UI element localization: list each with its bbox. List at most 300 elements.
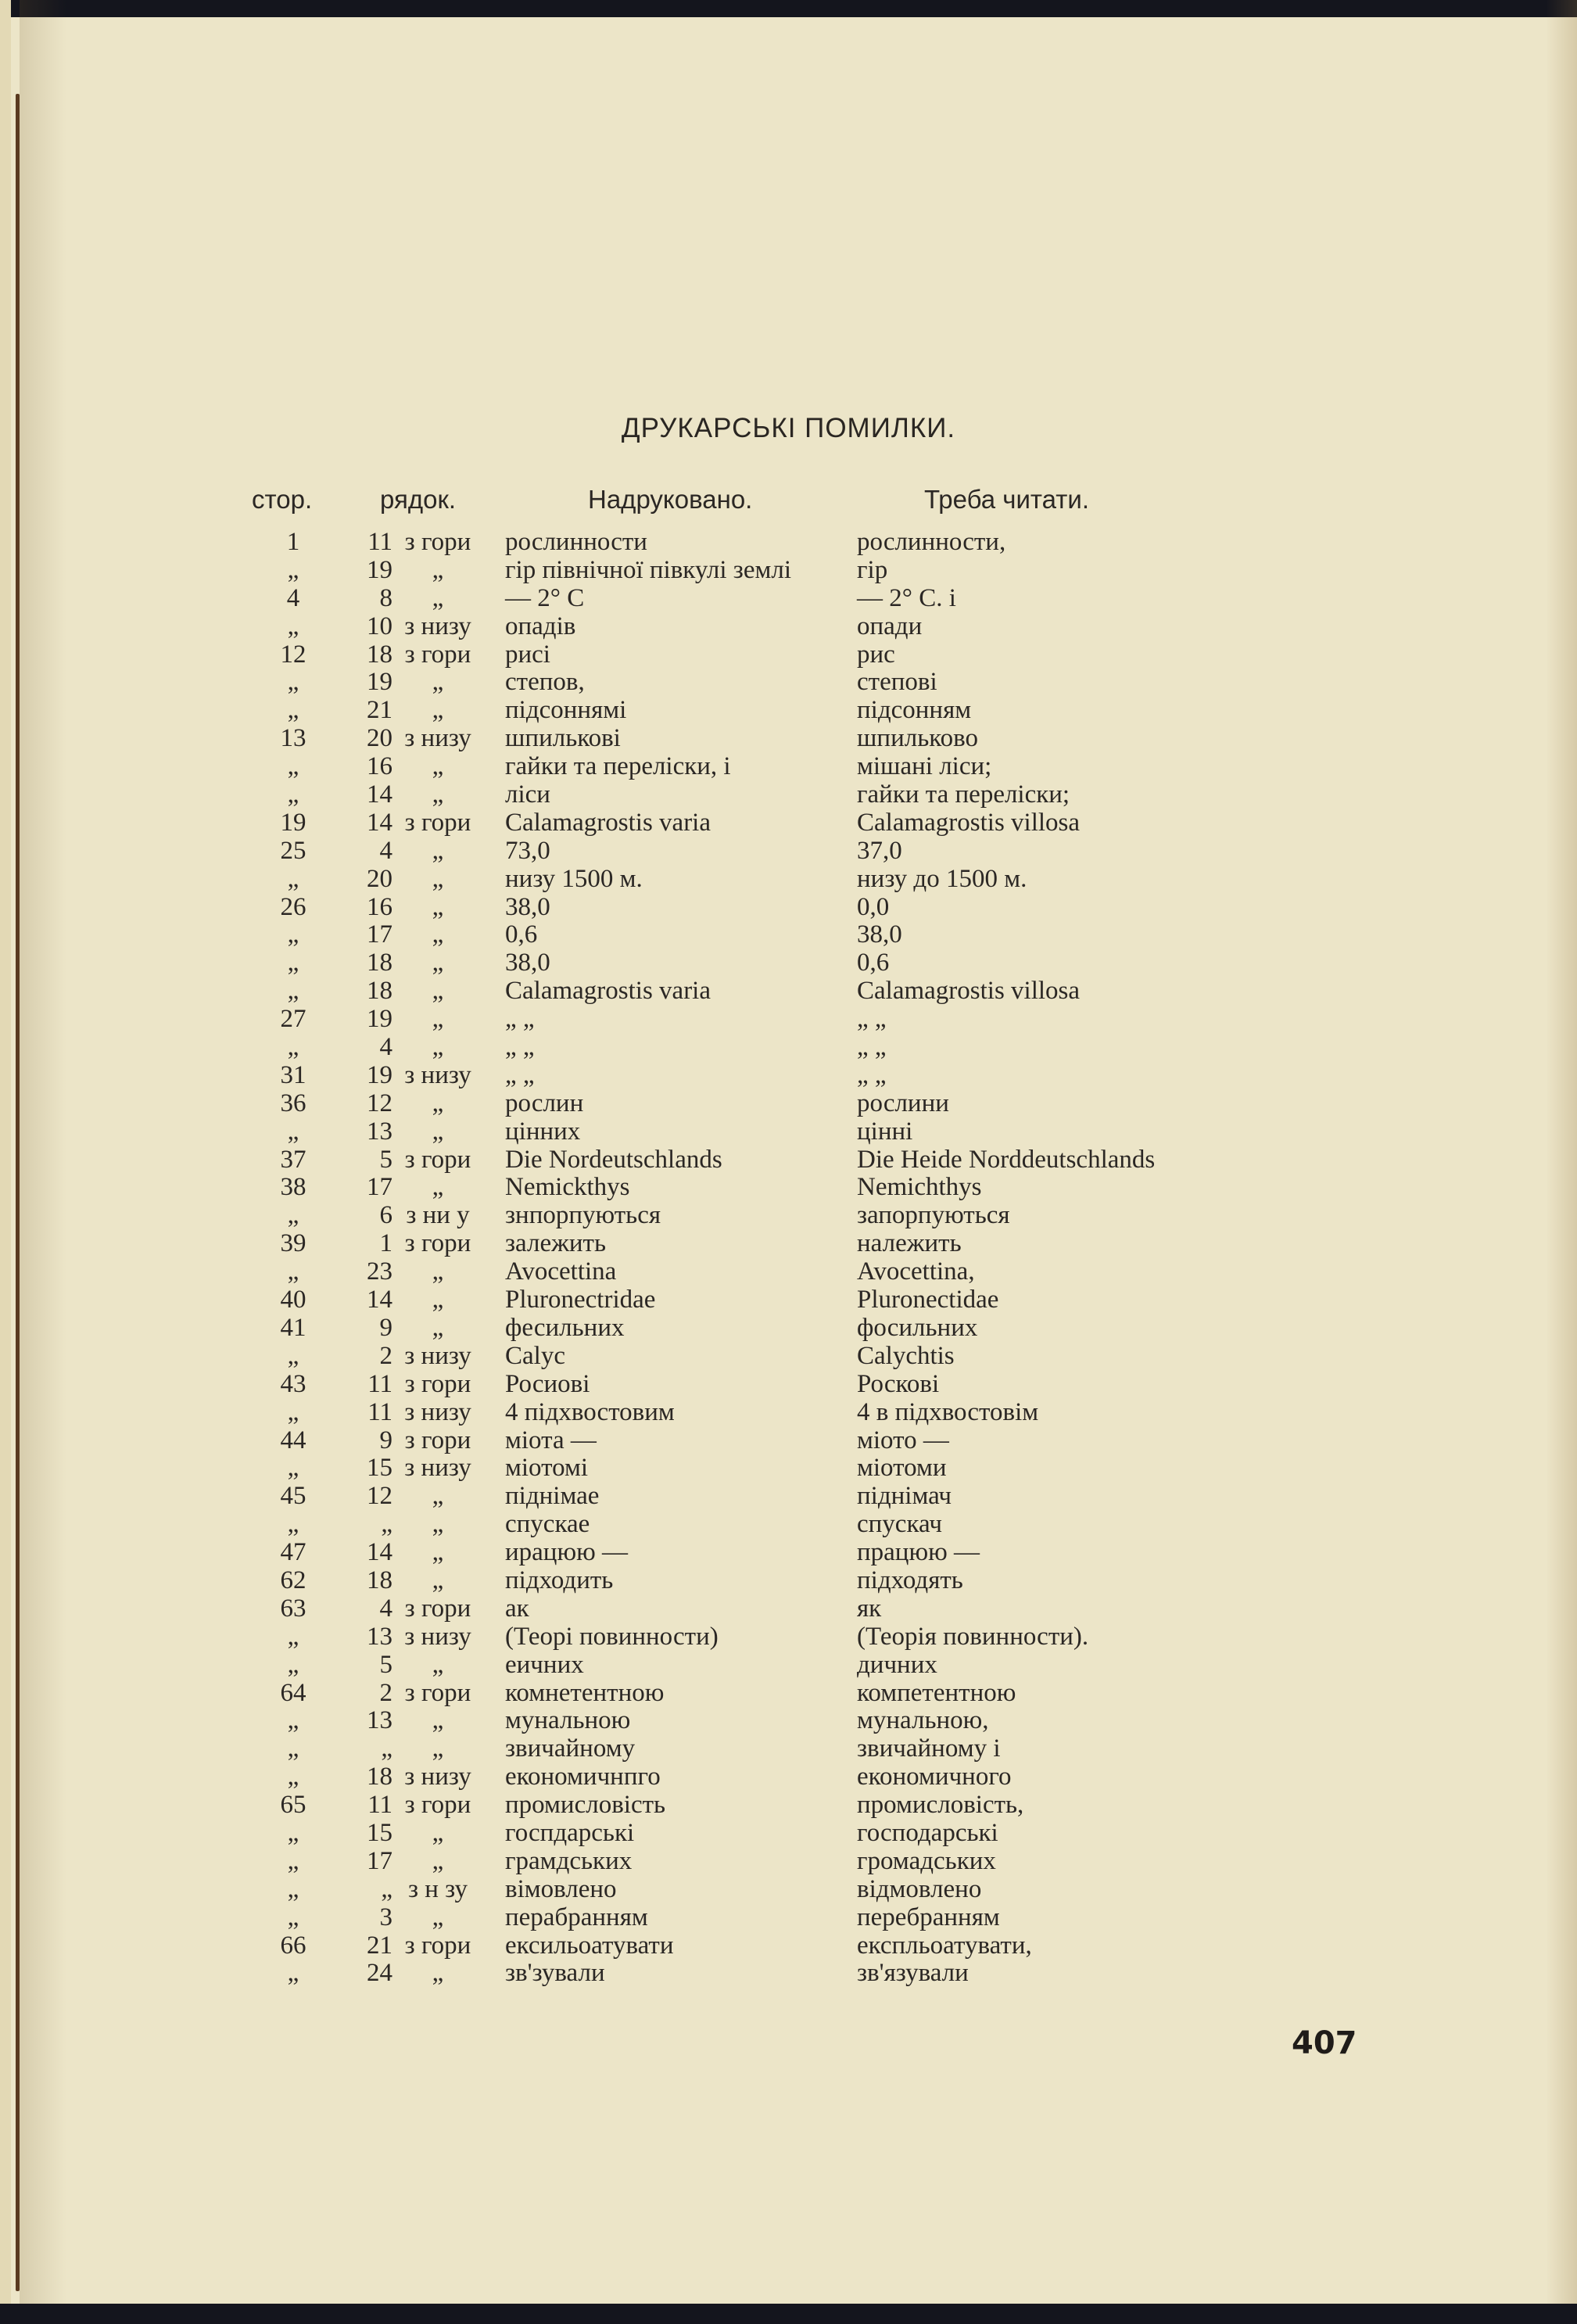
cell-page: 64 bbox=[280, 1678, 306, 1707]
cell-line: 12 bbox=[367, 1482, 392, 1511]
cell-page: „ bbox=[287, 1397, 299, 1426]
cell-printed: опадів bbox=[505, 611, 576, 640]
cell-direction: „ bbox=[432, 836, 444, 865]
cell-printed: міота — bbox=[505, 1426, 597, 1454]
cell-printed: Calyc bbox=[505, 1341, 565, 1370]
cell-page: 12 bbox=[280, 640, 306, 669]
cell-correct: фосильних bbox=[857, 1313, 978, 1342]
cell-line: 14 bbox=[367, 780, 392, 809]
cell-line: 10 bbox=[367, 611, 392, 640]
cell-line: 19 bbox=[367, 555, 392, 584]
cell-correct: експльоатувати, bbox=[857, 1931, 1032, 1960]
cell-printed: Pluronectridae bbox=[505, 1286, 656, 1314]
cell-page: „ bbox=[287, 1033, 299, 1062]
errata-row bbox=[0, 921, 1577, 949]
errata-row bbox=[0, 585, 1577, 613]
cell-line: 19 bbox=[367, 1060, 392, 1089]
cell-page: „ bbox=[287, 780, 299, 809]
cell-line: 18 bbox=[367, 949, 392, 977]
cell-printed: Avocettina bbox=[505, 1257, 617, 1286]
errata-row bbox=[0, 1230, 1577, 1258]
cell-direction: „ bbox=[432, 583, 444, 612]
cell-line: 1 bbox=[379, 1229, 392, 1258]
cell-printed: перабранням bbox=[505, 1903, 648, 1931]
cell-line: 18 bbox=[367, 977, 392, 1006]
cell-correct: Avocettina, bbox=[857, 1257, 975, 1286]
cell-correct: Die Heide Norddeutschlands bbox=[857, 1145, 1156, 1174]
cell-correct: компетентною bbox=[857, 1678, 1016, 1707]
cell-printed: залежить bbox=[505, 1229, 607, 1258]
cell-correct: економичного bbox=[857, 1763, 1012, 1791]
cell-line: 2 bbox=[379, 1678, 392, 1707]
errata-row bbox=[0, 1623, 1577, 1652]
cell-direction: з низу bbox=[404, 1454, 471, 1483]
cell-printed: звичайному bbox=[505, 1734, 636, 1763]
cell-line: 9 bbox=[379, 1426, 392, 1454]
cell-page: „ bbox=[287, 1846, 299, 1875]
cell-direction: „ bbox=[432, 1173, 444, 1202]
cell-correct: Pluronectidae bbox=[857, 1286, 999, 1314]
cell-correct: 37,0 bbox=[857, 836, 902, 865]
errata-row bbox=[0, 1960, 1577, 1988]
cell-page: 41 bbox=[280, 1313, 306, 1342]
cell-printed: ліси bbox=[505, 780, 550, 809]
cell-direction: „ bbox=[432, 1903, 444, 1931]
cell-line: 14 bbox=[367, 1286, 392, 1314]
cell-printed: рисі bbox=[505, 640, 550, 669]
cell-printed: Росиові bbox=[505, 1369, 590, 1398]
cell-page: 39 bbox=[280, 1229, 306, 1258]
errata-row bbox=[0, 1034, 1577, 1062]
errata-row bbox=[0, 837, 1577, 866]
cell-correct: 4 в підхвостовім bbox=[857, 1397, 1039, 1426]
cell-line: 17 bbox=[367, 920, 392, 949]
errata-row bbox=[0, 1454, 1577, 1483]
errata-row bbox=[0, 1876, 1577, 1904]
cell-page: 4 bbox=[286, 583, 300, 612]
cell-printed: 4 підхвостовим bbox=[505, 1397, 675, 1426]
cell-printed: Nemickthys bbox=[505, 1173, 630, 1202]
cell-direction: з низу bbox=[404, 611, 471, 640]
cell-line: 19 bbox=[367, 668, 392, 697]
errata-row bbox=[0, 1595, 1577, 1623]
cell-line: 18 bbox=[367, 1763, 392, 1791]
errata-row bbox=[0, 809, 1577, 837]
cell-page: 43 bbox=[280, 1369, 306, 1398]
errata-row bbox=[0, 866, 1577, 894]
errata-row bbox=[0, 1202, 1577, 1230]
errata-row bbox=[0, 1791, 1577, 1820]
cell-line: 11 bbox=[367, 1397, 392, 1426]
cell-correct: — 2° С. і bbox=[857, 583, 956, 612]
cell-printed: ексильоатувати bbox=[505, 1931, 674, 1960]
cell-direction: „ bbox=[432, 1959, 444, 1988]
cell-page: 19 bbox=[280, 808, 306, 837]
cell-direction: „ bbox=[432, 1088, 444, 1117]
cell-direction: „ bbox=[432, 1005, 444, 1034]
errata-row bbox=[0, 669, 1577, 697]
cell-correct: зв'язували bbox=[857, 1959, 969, 1988]
errata-row bbox=[0, 977, 1577, 1006]
cell-line: 13 bbox=[367, 1117, 392, 1146]
cell-page: 13 bbox=[280, 724, 306, 753]
errata-row bbox=[0, 613, 1577, 641]
header-correct: Треба читати. bbox=[924, 485, 1090, 514]
errata-row bbox=[0, 1680, 1577, 1708]
cell-line: 16 bbox=[367, 892, 392, 921]
errata-row bbox=[0, 1343, 1577, 1371]
errata-row bbox=[0, 1652, 1577, 1680]
cell-correct: гайки та перелiски; bbox=[857, 780, 1070, 809]
errata-row bbox=[0, 1174, 1577, 1202]
cell-correct: рослинности, bbox=[857, 528, 1006, 556]
cell-line: 20 bbox=[367, 864, 392, 893]
cell-direction: з гори bbox=[404, 1594, 471, 1623]
cell-direction: з гори bbox=[404, 1426, 471, 1454]
errata-row bbox=[0, 1904, 1577, 1932]
cell-direction: з низу bbox=[404, 724, 471, 753]
cell-page: „ bbox=[287, 752, 299, 781]
cell-direction: з гори bbox=[404, 640, 471, 669]
cell-line: 18 bbox=[367, 640, 392, 669]
cell-line: 16 bbox=[367, 752, 392, 781]
cell-page: „ bbox=[287, 611, 299, 640]
cell-page: „ bbox=[287, 1959, 299, 1988]
cell-page: „ bbox=[287, 1903, 299, 1931]
cell-page: „ bbox=[287, 1341, 299, 1370]
cell-correct: опади bbox=[857, 611, 923, 640]
cell-correct: рис bbox=[857, 640, 895, 669]
cell-correct: (Теорія повинности). bbox=[857, 1622, 1089, 1651]
cell-direction: з гори bbox=[404, 1145, 471, 1174]
cell-direction: з низу bbox=[404, 1341, 471, 1370]
cell-line: „ bbox=[381, 1734, 392, 1763]
cell-page: „ bbox=[287, 1874, 299, 1903]
errata-row bbox=[0, 781, 1577, 809]
cell-printed: комнетентною bbox=[505, 1678, 665, 1707]
errata-row bbox=[0, 894, 1577, 922]
cell-printed: рослинности bbox=[505, 528, 647, 556]
cell-correct: низу до 1500 м. bbox=[857, 864, 1027, 893]
errata-row bbox=[0, 697, 1577, 725]
errata-row bbox=[0, 1567, 1577, 1595]
errata-row bbox=[0, 1511, 1577, 1539]
cell-direction: „ bbox=[432, 949, 444, 977]
cell-printed: піднімае bbox=[505, 1482, 600, 1511]
cell-direction: „ bbox=[432, 977, 444, 1006]
cell-correct: рослини bbox=[857, 1088, 949, 1117]
cell-page: 27 bbox=[280, 1005, 306, 1034]
cell-printed: економичнпго bbox=[505, 1763, 661, 1791]
cell-direction: з низу bbox=[404, 1060, 471, 1089]
cell-printed: степов, bbox=[505, 668, 585, 697]
errata-row bbox=[0, 1146, 1577, 1175]
cell-direction: „ bbox=[432, 892, 444, 921]
cell-page: „ bbox=[287, 1117, 299, 1146]
errata-row bbox=[0, 1118, 1577, 1146]
cell-page: „ bbox=[287, 1818, 299, 1847]
errata-row bbox=[0, 557, 1577, 585]
cell-correct: як bbox=[857, 1594, 882, 1623]
cell-page: „ bbox=[287, 696, 299, 725]
cell-page: „ bbox=[287, 977, 299, 1006]
errata-rows bbox=[0, 529, 1577, 1988]
cell-direction: „ bbox=[432, 1846, 444, 1875]
cell-printed: підходить bbox=[505, 1565, 614, 1594]
errata-row bbox=[0, 1932, 1577, 1960]
cell-line: 14 bbox=[367, 1538, 392, 1567]
errata-header-row bbox=[0, 485, 1577, 529]
cell-line: 11 bbox=[367, 1791, 392, 1820]
cell-printed: ирацюю — bbox=[505, 1538, 629, 1567]
cell-printed: гір північної півкулі землі bbox=[505, 555, 791, 584]
cell-printed: „ „ bbox=[505, 1033, 535, 1062]
cell-printed: промисловість bbox=[505, 1791, 666, 1820]
cell-direction: з гори bbox=[404, 1791, 471, 1820]
cell-correct: міотоми bbox=[857, 1454, 947, 1483]
cell-page: „ bbox=[287, 1510, 299, 1539]
cell-printed: шпилькові bbox=[505, 724, 621, 753]
cell-line: 15 bbox=[367, 1454, 392, 1483]
cell-printed: фесильних bbox=[505, 1313, 625, 1342]
cell-direction: з ни у bbox=[406, 1201, 470, 1230]
cell-correct: перебранням bbox=[857, 1903, 1000, 1931]
cell-page: 38 bbox=[280, 1173, 306, 1202]
cell-direction: „ bbox=[432, 752, 444, 781]
cell-direction: з низу bbox=[404, 1622, 471, 1651]
cell-page: 47 bbox=[280, 1538, 306, 1567]
cell-page: „ bbox=[287, 1257, 299, 1286]
cell-page: 1 bbox=[286, 528, 300, 556]
cell-printed: „ „ bbox=[505, 1005, 535, 1034]
cell-printed: зв'зували bbox=[505, 1959, 605, 1988]
cell-page: 37 bbox=[280, 1145, 306, 1174]
cell-printed: мунальною bbox=[505, 1706, 631, 1735]
cell-direction: „ bbox=[432, 1565, 444, 1594]
cell-page: 66 bbox=[280, 1931, 306, 1960]
cell-line: 8 bbox=[379, 583, 392, 612]
scan-bottom-edge bbox=[0, 2304, 1577, 2324]
cell-direction: з гори bbox=[404, 1369, 471, 1398]
errata-row bbox=[0, 1314, 1577, 1343]
cell-line: 4 bbox=[379, 1033, 392, 1062]
cell-direction: з низу bbox=[404, 1397, 471, 1426]
cell-correct: запорпуються bbox=[857, 1201, 1010, 1230]
cell-printed: 38,0 bbox=[505, 949, 550, 977]
cell-line: 3 bbox=[379, 1903, 392, 1931]
cell-page: „ bbox=[287, 1706, 299, 1735]
cell-correct: 38,0 bbox=[857, 920, 902, 949]
cell-direction: „ bbox=[432, 1706, 444, 1735]
header-printed: Надруковано. bbox=[588, 485, 753, 514]
cell-printed: 38,0 bbox=[505, 892, 550, 921]
cell-direction: з гори bbox=[404, 1931, 471, 1960]
cell-line: 5 bbox=[379, 1650, 392, 1679]
cell-printed: 0,6 bbox=[505, 920, 538, 949]
cell-correct: Calamagrostis villosa bbox=[857, 808, 1081, 837]
cell-correct: мішані ліси; bbox=[857, 752, 992, 781]
cell-correct: мунальною, bbox=[857, 1706, 989, 1735]
cell-printed: спускае bbox=[505, 1510, 590, 1539]
cell-line: 17 bbox=[367, 1846, 392, 1875]
cell-page: „ bbox=[287, 1454, 299, 1483]
header-line: рядок. bbox=[380, 485, 457, 514]
cell-direction: з гори bbox=[404, 1229, 471, 1258]
errata-row bbox=[0, 1483, 1577, 1511]
cell-direction: „ bbox=[432, 696, 444, 725]
cell-page: „ bbox=[287, 864, 299, 893]
cell-printed: цінних bbox=[505, 1117, 581, 1146]
cell-direction: „ bbox=[432, 1286, 444, 1314]
cell-correct: Calychtis bbox=[857, 1341, 955, 1370]
cell-correct: господарські bbox=[857, 1818, 998, 1847]
cell-printed: рослин bbox=[505, 1088, 584, 1117]
cell-page: „ bbox=[287, 1201, 299, 1230]
cell-direction: „ bbox=[432, 864, 444, 893]
cell-direction: з гори bbox=[404, 808, 471, 837]
cell-page: 65 bbox=[280, 1791, 306, 1820]
cell-direction: „ bbox=[432, 1734, 444, 1763]
cell-correct: підсонням bbox=[857, 696, 972, 725]
errata-table bbox=[0, 485, 1577, 1988]
cell-printed: підсоннямі bbox=[505, 696, 627, 725]
cell-correct: Nemichthys bbox=[857, 1173, 982, 1202]
cell-page: „ bbox=[287, 1734, 299, 1763]
cell-printed: (Теорі повинности) bbox=[505, 1622, 719, 1651]
errata-row bbox=[0, 1006, 1577, 1034]
cell-direction: „ bbox=[432, 1650, 444, 1679]
cell-direction: з н зу bbox=[407, 1874, 468, 1903]
cell-line: 19 bbox=[367, 1005, 392, 1034]
cell-page: 31 bbox=[280, 1060, 306, 1089]
cell-correct: спускач bbox=[857, 1510, 942, 1539]
errata-row bbox=[0, 725, 1577, 753]
cell-line: 24 bbox=[367, 1959, 392, 1988]
cell-printed: еичних bbox=[505, 1650, 584, 1679]
cell-line: 18 bbox=[367, 1565, 392, 1594]
errata-row bbox=[0, 1763, 1577, 1791]
cell-correct: звичайному і bbox=[857, 1734, 1001, 1763]
cell-page: „ bbox=[287, 949, 299, 977]
cell-printed: „ „ bbox=[505, 1060, 535, 1089]
cell-printed: Calamagrostis varia bbox=[505, 977, 711, 1006]
cell-direction: „ bbox=[432, 1818, 444, 1847]
cell-correct: дичних bbox=[857, 1650, 937, 1679]
cell-line: 4 bbox=[379, 1594, 392, 1623]
cell-direction: „ bbox=[432, 1117, 444, 1146]
errata-row bbox=[0, 1062, 1577, 1090]
cell-line: 23 bbox=[367, 1257, 392, 1286]
cell-line: 21 bbox=[367, 1931, 392, 1960]
cell-page: 44 bbox=[280, 1426, 306, 1454]
cell-correct: „ „ bbox=[857, 1060, 887, 1089]
cell-correct: промисловість, bbox=[857, 1791, 1024, 1820]
cell-direction: „ bbox=[432, 780, 444, 809]
cell-line: 11 bbox=[367, 528, 392, 556]
cell-printed: вімовлено bbox=[505, 1874, 617, 1903]
cell-printed: грамдських bbox=[505, 1846, 633, 1875]
cell-printed: низу 1500 м. bbox=[505, 864, 643, 893]
cell-direction: „ bbox=[432, 1510, 444, 1539]
cell-direction: „ bbox=[432, 555, 444, 584]
cell-page: 25 bbox=[280, 836, 306, 865]
errata-row bbox=[0, 1735, 1577, 1763]
cell-correct: цінні bbox=[857, 1117, 913, 1146]
page-title: ДРУКАРСЬКІ ПОМИЛКИ. bbox=[621, 413, 956, 443]
cell-direction: з гори bbox=[404, 1678, 471, 1707]
errata-row bbox=[0, 641, 1577, 669]
cell-page: 63 bbox=[280, 1594, 306, 1623]
scan-top-edge bbox=[0, 0, 1577, 17]
cell-page: „ bbox=[287, 1622, 299, 1651]
header-page: стор. bbox=[252, 485, 313, 514]
cell-page: 45 bbox=[280, 1482, 306, 1511]
errata-row bbox=[0, 529, 1577, 557]
cell-page: „ bbox=[287, 1763, 299, 1791]
errata-row bbox=[0, 1820, 1577, 1848]
cell-correct: піднімач bbox=[857, 1482, 952, 1511]
cell-page: 40 bbox=[280, 1286, 306, 1314]
cell-page: 62 bbox=[280, 1565, 306, 1594]
cell-correct: „ „ bbox=[857, 1033, 887, 1062]
cell-printed: міотомі bbox=[505, 1454, 589, 1483]
errata-row bbox=[0, 1399, 1577, 1427]
page-number: 407 bbox=[1292, 2025, 1357, 2061]
cell-correct: працюю — bbox=[857, 1538, 980, 1567]
errata-row bbox=[0, 1848, 1577, 1876]
errata-row bbox=[0, 1539, 1577, 1567]
cell-direction: „ bbox=[432, 920, 444, 949]
cell-page: 26 bbox=[280, 892, 306, 921]
cell-line: 5 bbox=[379, 1145, 392, 1174]
cell-printed: Calamagrostis varia bbox=[505, 808, 711, 837]
cell-correct: Роскові bbox=[857, 1369, 940, 1398]
errata-row bbox=[0, 1707, 1577, 1735]
cell-direction: „ bbox=[432, 668, 444, 697]
cell-line: 12 bbox=[367, 1088, 392, 1117]
cell-direction: „ bbox=[432, 1538, 444, 1567]
cell-direction: „ bbox=[432, 1482, 444, 1511]
cell-line: 13 bbox=[367, 1622, 392, 1651]
cell-correct: 0,0 bbox=[857, 892, 890, 921]
cell-printed: Die Nordeutschlands bbox=[505, 1145, 722, 1174]
cell-printed: гайки та перелiски, і bbox=[505, 752, 731, 781]
errata-row bbox=[0, 949, 1577, 977]
cell-line: 11 bbox=[367, 1369, 392, 1398]
errata-row bbox=[0, 1427, 1577, 1455]
cell-correct: степові bbox=[857, 668, 937, 697]
cell-line: 21 bbox=[367, 696, 392, 725]
cell-correct: відмовлено bbox=[857, 1874, 982, 1903]
cell-page: 36 bbox=[280, 1088, 306, 1117]
cell-correct: 0,6 bbox=[857, 949, 890, 977]
cell-line: 13 bbox=[367, 1706, 392, 1735]
errata-row bbox=[0, 1371, 1577, 1399]
cell-direction: з низу bbox=[404, 1763, 471, 1791]
cell-correct: шпильково bbox=[857, 724, 978, 753]
cell-correct: „ „ bbox=[857, 1005, 887, 1034]
cell-direction: з гори bbox=[404, 528, 471, 556]
cell-printed: — 2° С bbox=[505, 583, 585, 612]
cell-line: 9 bbox=[379, 1313, 392, 1342]
cell-correct: міото — bbox=[857, 1426, 949, 1454]
cell-direction: „ bbox=[432, 1257, 444, 1286]
cell-correct: Calamagrostis villosa bbox=[857, 977, 1081, 1006]
cell-printed: 73,0 bbox=[505, 836, 550, 865]
cell-direction: „ bbox=[432, 1313, 444, 1342]
cell-line: 6 bbox=[379, 1201, 392, 1230]
cell-line: „ bbox=[381, 1510, 392, 1539]
